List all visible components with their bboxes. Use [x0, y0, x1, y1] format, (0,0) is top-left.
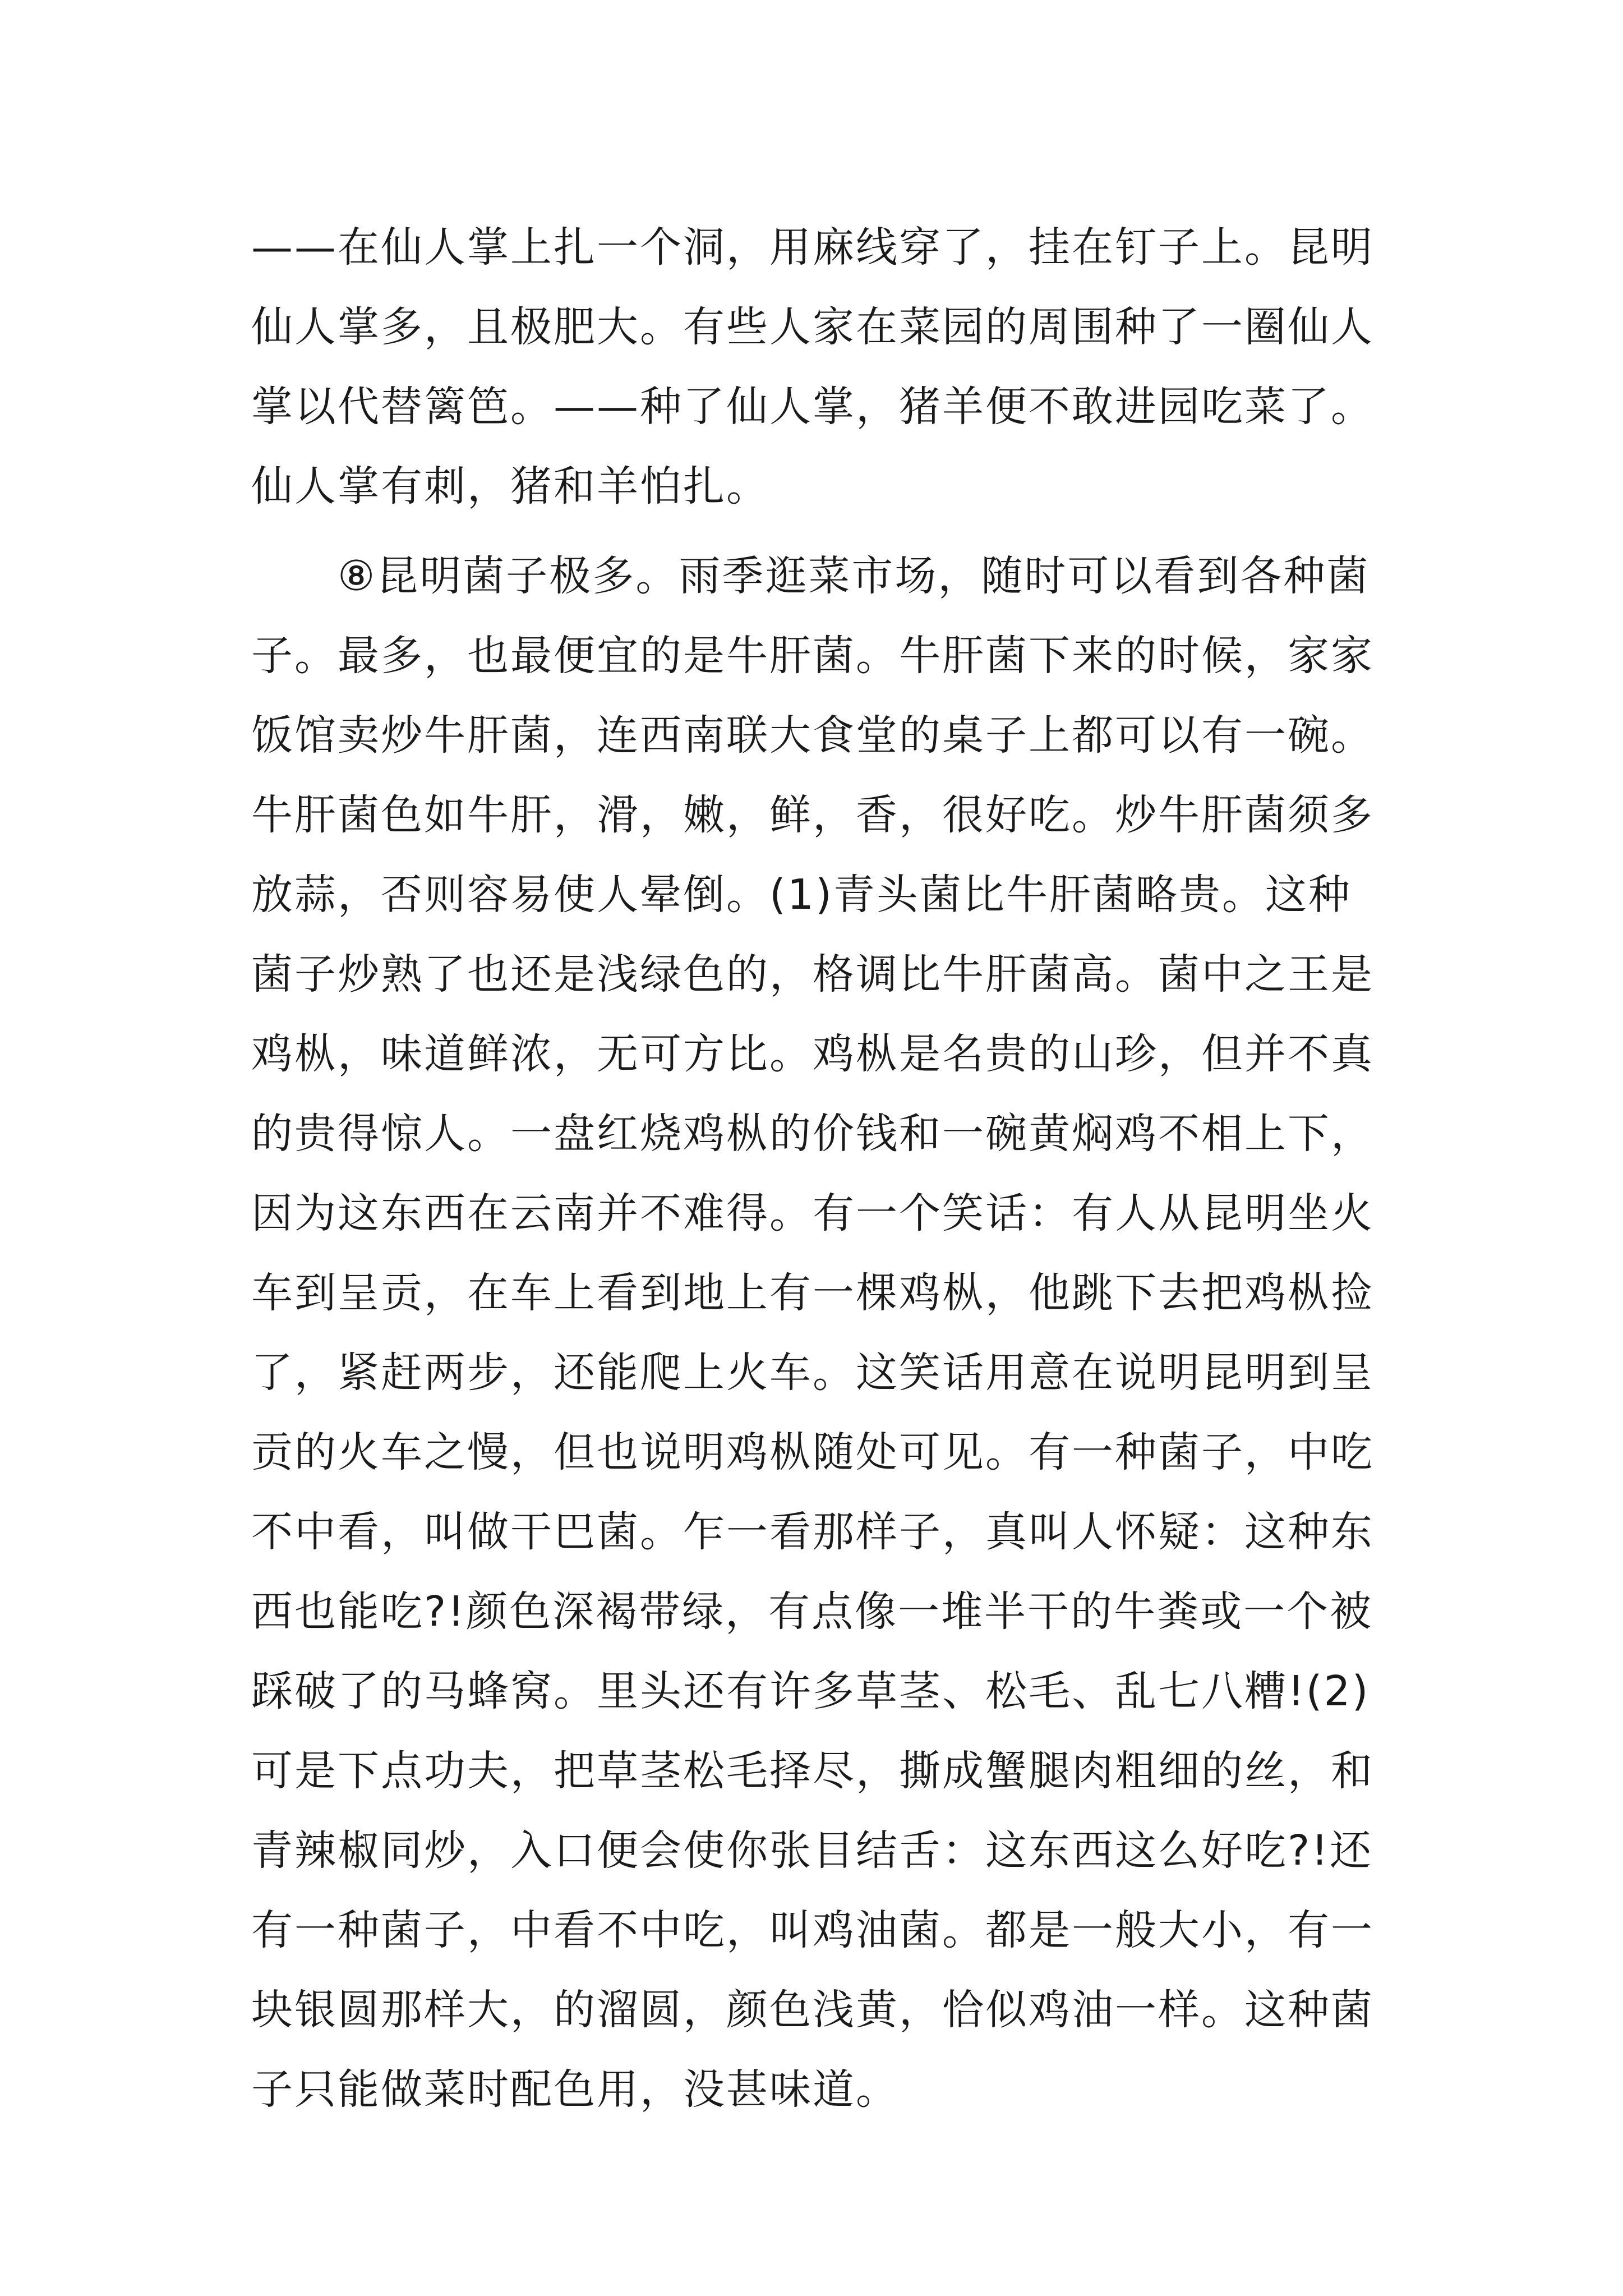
text-line: 青辣椒同炒，入口便会使你张目结舌：这东西这么好吃?!还	[251, 1826, 1373, 1875]
text-line: 踩破了的马蜂窝。里头还有许多草茎、松毛、乱七八糟!(2)	[251, 1667, 1370, 1715]
text-line: 块银圆那样大，的溜圆，颜色浅黄，恰似鸡油一样。这种菌	[251, 1986, 1374, 2034]
text-line: 可是下点功夫，把草茎松毛择尽，撕成蟹腿肉粗细的丝，和	[251, 1747, 1374, 1795]
text-line: 有一种菌子，中看不中吃，叫鸡油菌。都是一般大小，有一	[251, 1906, 1374, 1954]
text-line: 不中看，叫做干巴菌。乍一看那样子，真叫人怀疑：这种东	[251, 1508, 1374, 1556]
text-line: 饭馆卖炒牛肝菌，连西南联大食堂的桌子上都可以有一碗。	[251, 711, 1374, 760]
text-line: 仙人掌多，且极肥大。有些人家在菜园的周围种了一圈仙人	[251, 303, 1374, 351]
text-line: 鸡枞，味道鲜浓，无可方比。鸡枞是名贵的山珍，但并不真	[251, 1030, 1374, 1078]
text-line: 牛肝菌色如牛肝，滑，嫩，鲜，香，很好吃。炒牛肝菌须多	[251, 791, 1374, 839]
text-line: 菌子炒熟了也还是浅绿色的，格调比牛肝菌高。菌中之王是	[251, 950, 1374, 999]
paragraph-8	[251, 536, 1407, 2129]
text-line: 掌以代替篱笆。——种了仙人掌，猪羊便不敢进园吃菜了。	[251, 383, 1374, 431]
text-line: 仙人掌有刺，猪和羊怕扎。	[251, 462, 769, 510]
text-line: 子。最多，也最便宜的是牛肝菌。牛肝菌下来的时候，家家	[251, 632, 1374, 680]
paragraph-7	[251, 208, 1407, 526]
text-line: ——在仙人掌上扎一个洞，用麻线穿了，挂在钉子上。昆明	[251, 223, 1374, 272]
text-line: 了，紧赶两步，还能爬上火车。这笑话用意在说明昆明到呈	[251, 1349, 1374, 1397]
text-line: ⑧昆明菌子极多。雨季逛菜市场，随时可以看到各种菌	[251, 552, 1370, 600]
paragraph-spacer	[251, 526, 1407, 536]
text-line: 西也能吃?!颜色深褐带绿，有点像一堆半干的牛粪或一个被	[251, 1588, 1373, 1636]
text-line: 车到呈贡，在车上看到地上有一棵鸡枞，他跳下去把鸡枞捡	[251, 1269, 1374, 1317]
text-line: 子只能做菜时配色用，没甚味道。	[251, 2065, 899, 2114]
text-line: 因为这东西在云南并不难得。有一个笑话：有人从昆明坐火	[251, 1189, 1374, 1237]
text-line: 贡的火车之慢，但也说明鸡枞随处可见。有一种菌子，中吃	[251, 1428, 1374, 1476]
text-line: 放蒜，否则容易使人晕倒。(1)青头菌比牛肝菌略贵。这种	[251, 871, 1352, 919]
text-line: 的贵得惊人。一盘红烧鸡枞的价钱和一碗黄焖鸡不相上下，	[251, 1110, 1374, 1158]
article-text	[251, 208, 1407, 2129]
